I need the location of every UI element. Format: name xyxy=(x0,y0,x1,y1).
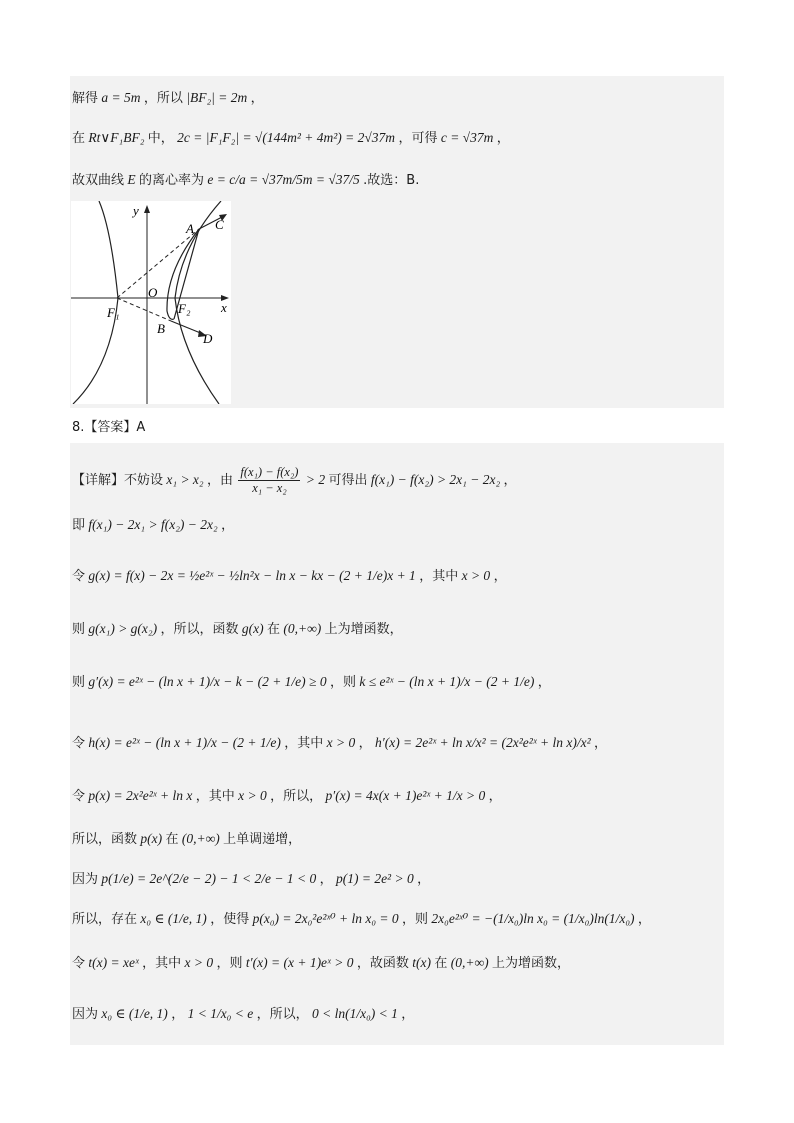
text: ，其中 xyxy=(142,956,182,971)
text: 在 xyxy=(165,832,179,847)
text: ， xyxy=(537,675,551,690)
text: 上为增函数， xyxy=(491,956,570,971)
text: 的离心率为 xyxy=(139,173,205,188)
text: ，其中 xyxy=(195,789,235,804)
formula: 1 < 1/x₀ < e xyxy=(187,1006,254,1021)
formula-c: c = √37m xyxy=(440,130,494,145)
text: ， xyxy=(417,872,431,887)
text: ，所以， xyxy=(270,789,323,804)
formula-eccentricity: e = c/a = √37m/5m = √37/5 xyxy=(207,172,360,187)
formula: > 2 xyxy=(305,472,326,487)
text: 在 xyxy=(72,131,86,146)
formula: g(x) xyxy=(241,621,264,636)
text: ，故函数 xyxy=(356,956,409,971)
formula: x₀ ∈ (1/e, 1) xyxy=(140,911,207,926)
formula: f(x₁) − 2x₁ > f(x₂) − 2x₂ xyxy=(88,517,218,532)
text-line-2 xyxy=(72,128,722,149)
text: ，则 xyxy=(329,675,356,690)
text: ，其中 xyxy=(284,736,324,751)
text: 故双曲线 xyxy=(72,173,125,188)
text: 所以，存在 xyxy=(72,912,138,927)
formula-a: a = 5m xyxy=(101,90,141,105)
formula: p(1/e) = 2e^(2/e − 2) − 1 < 2/e − 1 < 0 xyxy=(101,871,317,886)
formula: t(x) xyxy=(412,955,431,970)
formula: x > 0 xyxy=(238,788,267,803)
text: .故选：B. xyxy=(363,173,420,188)
text: ，则 xyxy=(402,912,429,927)
text: ，可得 xyxy=(398,131,438,146)
text: 令 xyxy=(72,789,86,804)
text: ，则 xyxy=(216,956,243,971)
detail-line-5 xyxy=(72,672,722,693)
label-f1: F₁ xyxy=(107,305,120,320)
formula: 0 < ln(1/x₀) < 1 xyxy=(312,1006,398,1021)
text: ， xyxy=(594,736,608,751)
text: ， xyxy=(250,91,264,106)
text: ， xyxy=(171,1007,185,1022)
text: 则 xyxy=(72,622,86,637)
text-line-1 xyxy=(72,88,722,109)
text: ，使得 xyxy=(210,912,250,927)
label-o: O xyxy=(148,285,158,300)
text: 在 xyxy=(434,956,448,971)
formula-bf2: |BF₂| = 2m xyxy=(186,90,248,105)
text: ， xyxy=(493,569,507,584)
text: ，所以， xyxy=(256,1007,309,1022)
detail-line-11 xyxy=(72,953,722,974)
text: 所以，函数 xyxy=(72,832,138,847)
label-x: x xyxy=(221,300,227,315)
text: ，其中 xyxy=(419,569,459,584)
text: ，所以，函数 xyxy=(160,622,239,637)
formula-tprime: t′(x) = (x + 1)eˣ > 0 xyxy=(245,955,354,970)
text: 【详解】不妨设 xyxy=(72,473,164,488)
text: 因为 xyxy=(72,872,99,887)
detail-line-7 xyxy=(72,786,722,807)
text: 即 xyxy=(72,518,86,533)
formula: x > 0 xyxy=(326,735,356,750)
formula: p(x₀) = 2x₀²e²ˣ⁰ + ln x₀ = 0 xyxy=(252,911,399,926)
text: 解得 xyxy=(72,91,99,106)
formula: x > 0 xyxy=(461,568,491,583)
detail-line-9 xyxy=(72,869,722,890)
formula: x > 0 xyxy=(184,955,214,970)
detail-line-12 xyxy=(72,1004,722,1025)
text: ， xyxy=(401,1007,415,1022)
formula-h: h(x) = e²ˣ − (ln x + 1)/x − (2 + 1/e) xyxy=(88,735,281,750)
text: 在 xyxy=(266,622,280,637)
text: 上为增函数， xyxy=(324,622,403,637)
formula: (0,+∞) xyxy=(450,955,489,970)
text: ， xyxy=(637,912,651,927)
formula-k: k ≤ e²ˣ − (ln x + 1)/x − (2 + 1/e) xyxy=(359,674,535,689)
formula: (0,+∞) xyxy=(283,621,322,636)
text: ， xyxy=(319,872,333,887)
text: 因为 xyxy=(72,1007,99,1022)
formula-pprime: p′(x) = 4x(x + 1)e²ˣ + 1/x > 0 xyxy=(325,788,486,803)
formula: p(1) = 2e² > 0 xyxy=(335,871,414,886)
detail-line-8 xyxy=(72,829,722,850)
detail-line-6 xyxy=(72,733,722,754)
formula: f(x₁) − f(x₂) > 2x₁ − 2x₂ xyxy=(370,472,501,487)
detail-line-2 xyxy=(72,515,722,536)
formula-gprime: g′(x) = e²ˣ − (ln x + 1)/x − k − (2 + 1/e) ≥ 0 xyxy=(88,674,327,689)
text-line-3 xyxy=(72,170,722,191)
formula: 2x₀e²ˣ⁰ = −(1/x₀)ln x₀ = (1/x₀)ln(1/x₀) xyxy=(431,911,635,926)
detail-line-4 xyxy=(72,619,722,640)
text: 中， xyxy=(147,131,174,146)
formula: x₁ > x₂ xyxy=(166,472,204,487)
formula-hprime: h′(x) = 2e²ˣ + ln x/x² = (2x²e²ˣ + ln x)/x² xyxy=(375,735,591,750)
formula: p(x) xyxy=(140,831,163,846)
fraction: $\frac{\text{f(x₁) − f(x₂)}}{\text{x₁ − x₂}}$ xyxy=(240,465,299,496)
text: ， xyxy=(358,736,372,751)
symbol-e: E xyxy=(127,172,136,187)
text: ， xyxy=(488,789,502,804)
formula-g: g(x) = f(x) − 2x = ½e²ˣ − ½ln²x − ln x − kx − (2 + 1/e)x + 1 xyxy=(88,568,416,583)
label-c: C xyxy=(215,217,224,232)
text: ，由 xyxy=(207,473,234,488)
formula: g(x₁) > g(x₂) xyxy=(88,621,158,636)
text: ，所以 xyxy=(143,91,183,106)
text: ， xyxy=(221,518,235,533)
formula-2c: 2c = |F₁F₂| = √(144m² + 4m²) = 2√37m xyxy=(177,130,396,145)
formula: x₀ ∈ (1/e, 1) xyxy=(101,1006,168,1021)
label-a: A xyxy=(186,221,194,236)
detail-line-3 xyxy=(72,566,722,587)
text: 上单调递增， xyxy=(223,832,302,847)
label-b: B xyxy=(157,321,165,336)
text: 令 xyxy=(72,569,86,584)
text: 则 xyxy=(72,675,86,690)
detail-line-1 xyxy=(72,463,722,497)
formula-t: t(x) = xeˣ xyxy=(88,955,139,970)
text: 令 xyxy=(72,736,86,751)
formula-p: p(x) = 2x²e²ˣ + ln x xyxy=(88,788,193,803)
text: ， xyxy=(503,473,517,488)
detail-line-10 xyxy=(72,909,722,930)
formula-triangle: Rt∨F₁BF₂ xyxy=(88,130,145,145)
label-f2: F₂ xyxy=(178,301,191,316)
formula: (0,+∞) xyxy=(181,831,220,846)
text: 令 xyxy=(72,956,86,971)
label-d: D xyxy=(203,331,213,346)
text: 可得出 xyxy=(328,473,368,488)
hyperbola-figure xyxy=(71,201,231,404)
text: ， xyxy=(496,131,510,146)
label-y: y xyxy=(133,203,139,218)
answer-heading: 8.【答案】A xyxy=(72,420,146,435)
